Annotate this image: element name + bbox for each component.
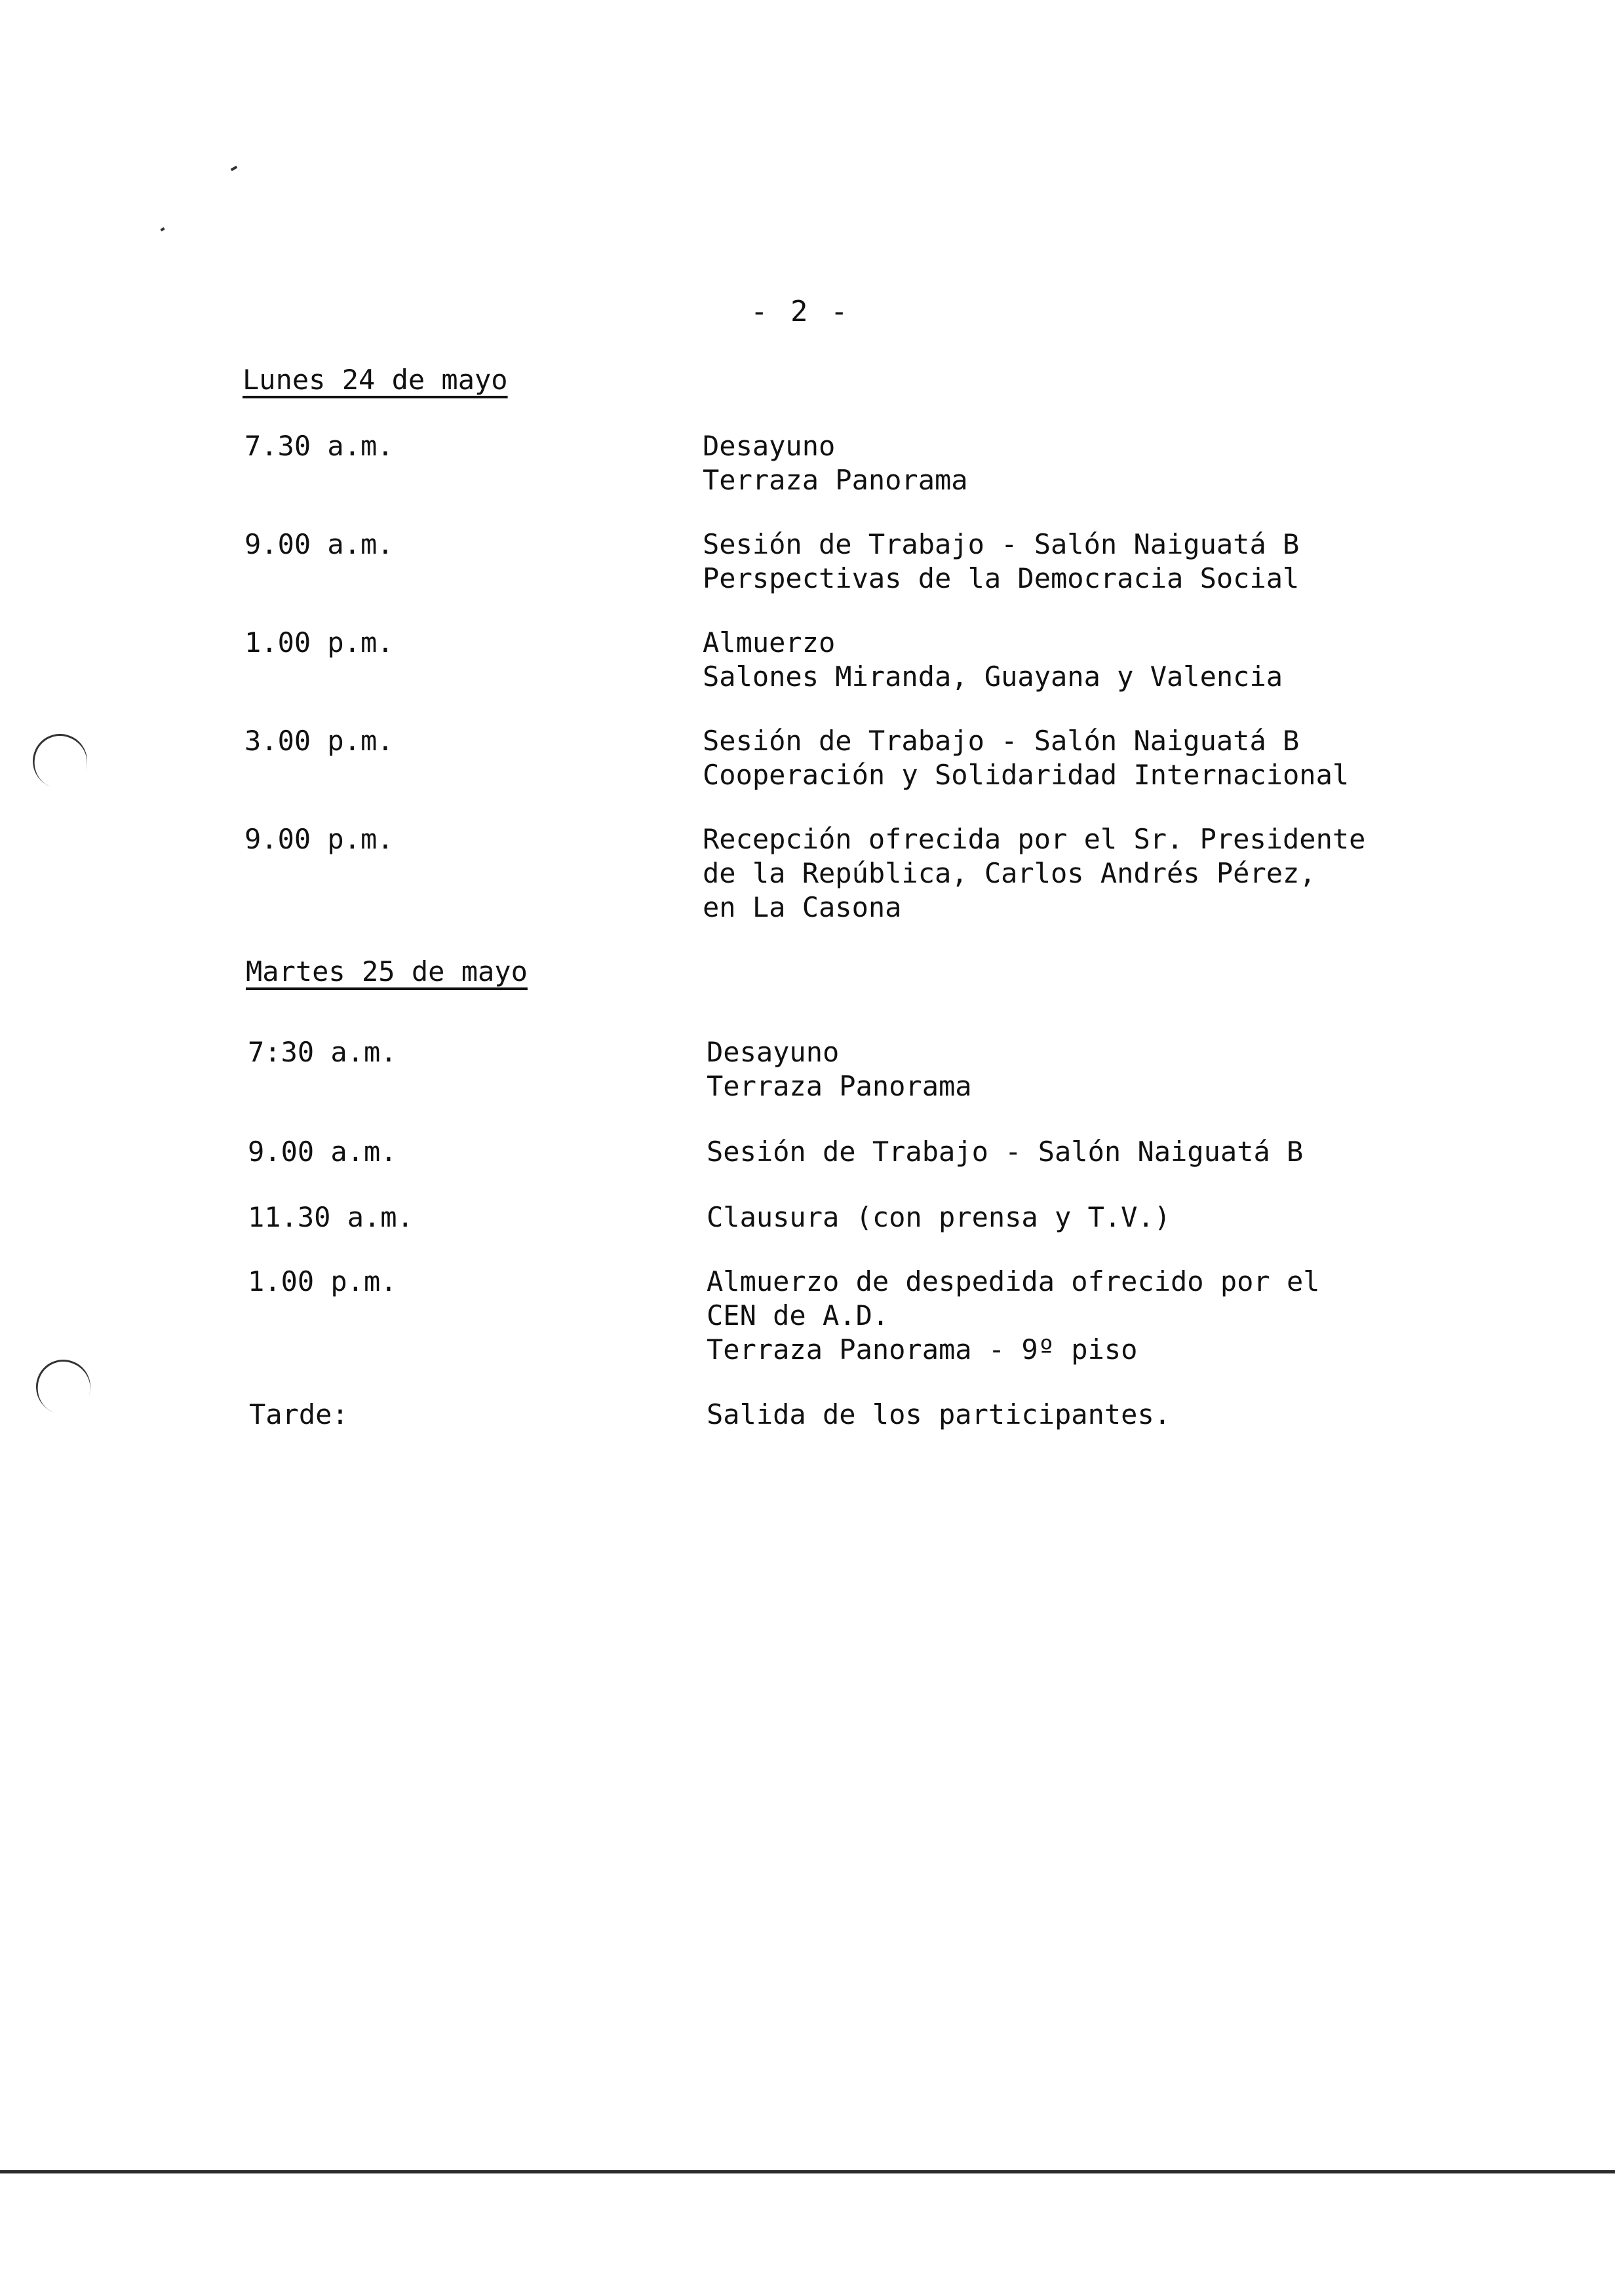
description-line: Perspectivas de la Democracia Social	[703, 562, 1300, 594]
item-description	[707, 1200, 1171, 1234]
description-line: Recepción ofrecida por el Sr. Presidente	[703, 823, 1366, 855]
item-description	[703, 429, 968, 497]
description-line: Sesión de Trabajo - Salón Naiguatá B	[703, 725, 1300, 757]
description-line: Cooperación y Solidaridad Internacional	[703, 759, 1350, 791]
item-time: 9.00 a.m.	[244, 528, 394, 560]
description-line: Salones Miranda, Guayana y Valencia	[703, 660, 1283, 693]
day-heading-martes: Martes 25 de mayo	[246, 955, 528, 987]
item-description	[707, 1265, 1320, 1367]
item-description	[703, 626, 1283, 694]
day-heading-lunes: Lunes 24 de mayo	[243, 364, 508, 396]
description-line: Terraza Panorama - 9º piso	[707, 1333, 1138, 1366]
page-number: - 2 -	[750, 295, 851, 328]
item-time: 3.00 p.m.	[244, 725, 394, 757]
punch-hole-mark	[25, 726, 94, 795]
item-time: 9.00 p.m.	[244, 823, 394, 855]
item-description	[707, 1398, 1171, 1432]
bottom-rule	[0, 2170, 1615, 2173]
item-time: 1.00 p.m.	[244, 626, 394, 659]
description-line: de la República, Carlos Andrés Pérez,	[703, 857, 1316, 889]
description-line: Clausura (con prensa y T.V.)	[707, 1201, 1171, 1233]
punch-hole-mark	[28, 1352, 98, 1421]
description-line: Salida de los participantes.	[707, 1398, 1171, 1430]
item-description	[707, 1035, 972, 1103]
item-time: 9.00 a.m.	[248, 1136, 397, 1168]
description-line: CEN de A.D.	[707, 1299, 889, 1331]
description-line: Almuerzo de despedida ofrecido por el	[707, 1265, 1320, 1297]
description-line: Terraza Panorama	[703, 464, 968, 496]
description-line: Desayuno	[703, 430, 836, 462]
description-line: Sesión de Trabajo - Salón Naiguatá B	[703, 528, 1300, 560]
item-time: Tarde:	[249, 1398, 349, 1430]
item-time: 1.00 p.m.	[248, 1265, 397, 1297]
scan-speck	[160, 227, 165, 231]
description-line: en La Casona	[703, 891, 902, 923]
description-line: Desayuno	[707, 1036, 840, 1068]
item-description	[703, 822, 1365, 925]
description-line: Sesión de Trabajo - Salón Naiguatá B	[707, 1136, 1304, 1168]
item-description	[703, 527, 1299, 596]
item-description	[703, 724, 1349, 792]
item-time: 7.30 a.m.	[244, 430, 394, 462]
item-description	[707, 1135, 1303, 1169]
description-line: Terraza Panorama	[707, 1070, 972, 1102]
item-time: 7:30 a.m.	[248, 1036, 397, 1068]
scan-speck	[231, 166, 238, 171]
item-time: 11.30 a.m.	[248, 1201, 414, 1233]
description-line: Almuerzo	[703, 626, 836, 659]
